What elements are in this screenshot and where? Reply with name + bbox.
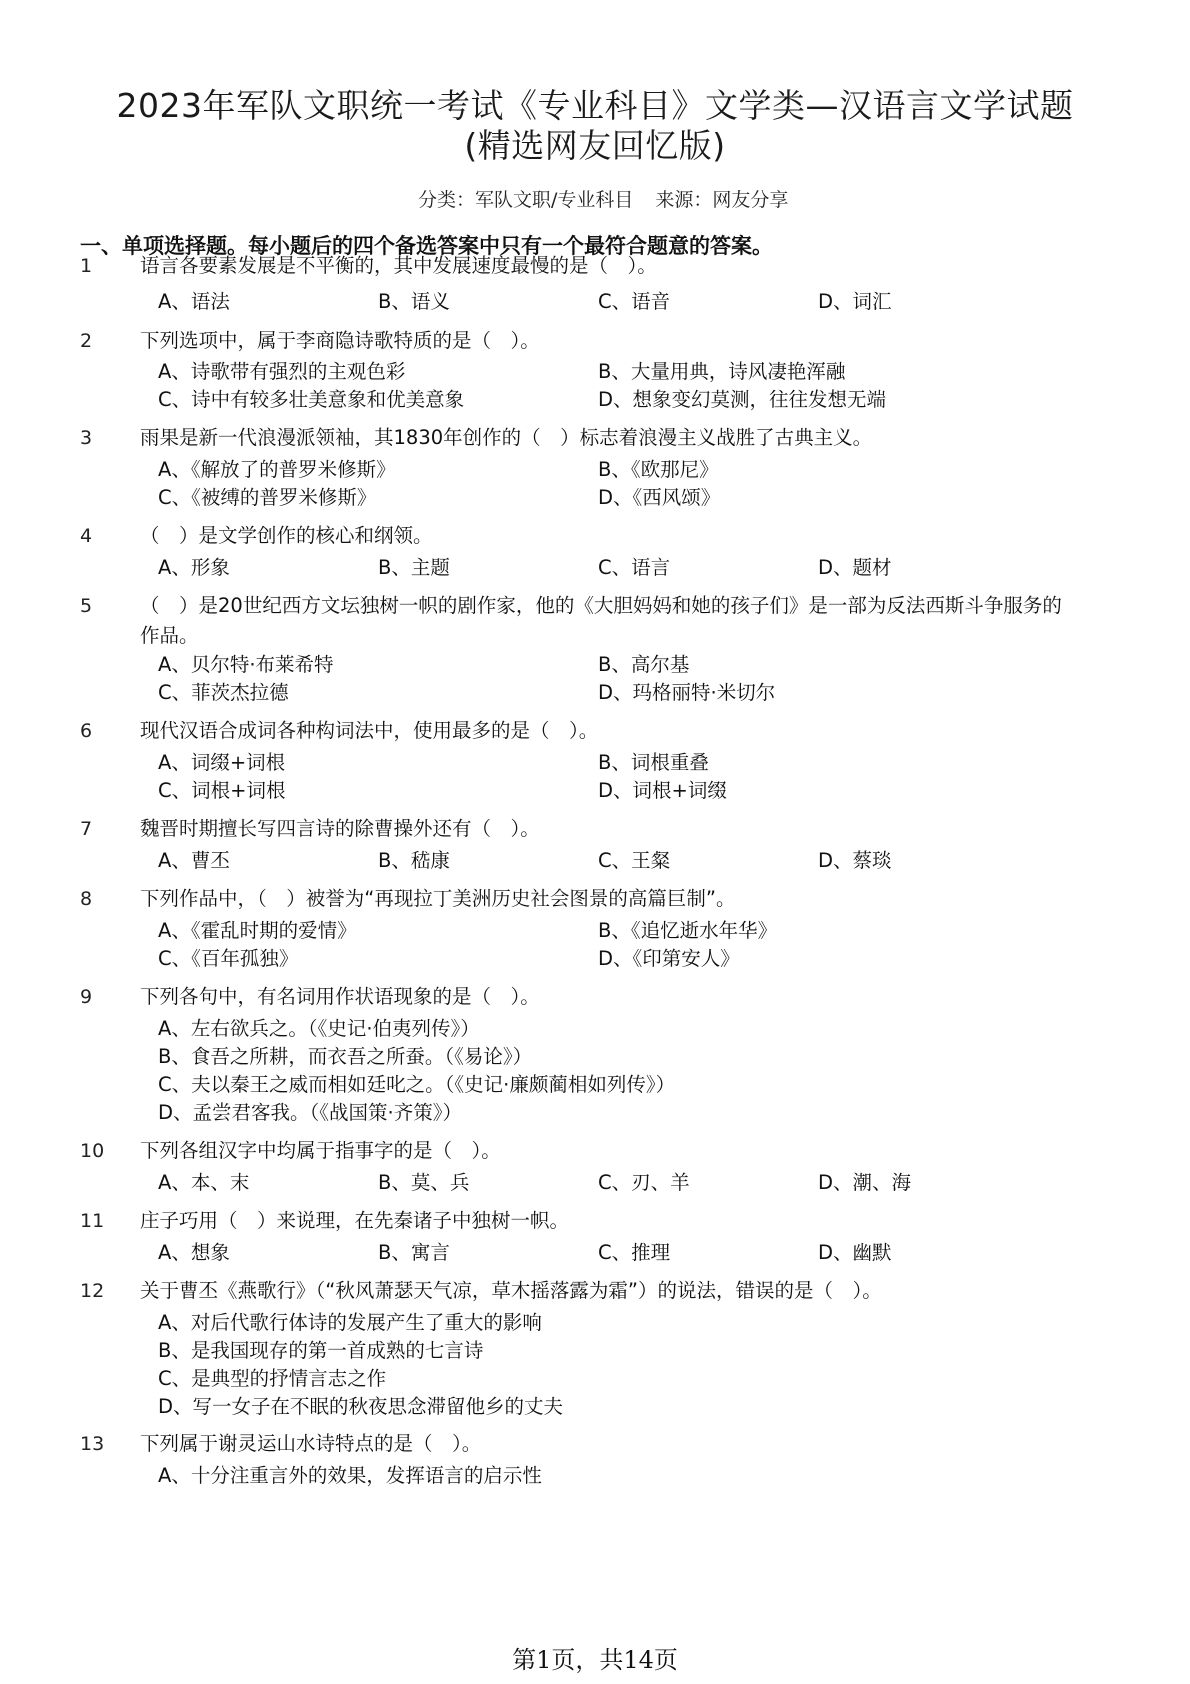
- category-label: 分类：军队文职/专业科目: [418, 189, 634, 211]
- source-label: 来源：网友分享: [655, 189, 789, 211]
- answer-option: B、大量用典，诗风凄艳浑融: [598, 360, 846, 383]
- answer-option: A、对后代歌行体诗的发展产生了重大的影响: [158, 1311, 542, 1334]
- answer-option: D、玛格丽特·米切尔: [598, 681, 776, 704]
- question-number: 12: [80, 1280, 105, 1302]
- answer-option: A、想象: [158, 1241, 230, 1264]
- page-subtitle: (精选网友回忆版): [464, 126, 726, 165]
- question-text: （ ）是20世纪西方文坛独树一帜的剧作家，他的《大胆妈妈和她的孩子们》是一部为反法西斯斗争服务的作品。: [140, 594, 1062, 647]
- question-text: 下列作品中，（ ）被誉为“再现拉丁美洲历史社会图景的高篇巨制”。: [140, 887, 736, 910]
- answer-option: D、写一女子在不眠的秋夜思念滞留他乡的丈夫: [158, 1395, 564, 1418]
- question-text: 庄子巧用（ ）来说理，在先秦诸子中独树一帜。: [140, 1209, 570, 1232]
- question-number: 7: [80, 818, 93, 840]
- question-text: 下列属于谢灵运山水诗特点的是（ ）。: [140, 1432, 482, 1455]
- answer-option: D、孟尝君客我。（《战国策·齐策》）: [158, 1101, 462, 1124]
- question-number: 4: [80, 525, 93, 547]
- answer-option: A、《霍乱时期的爱情》: [158, 919, 357, 942]
- answer-option: C、语言: [598, 556, 671, 579]
- answer-option: C、《百年孤独》: [158, 947, 299, 970]
- question-number: 9: [80, 986, 93, 1008]
- answer-option: B、《追忆逝水年华》: [598, 919, 778, 942]
- question-text: 雨果是新一代浪漫派领袖，其1830年创作的（ ）标志着浪漫主义战胜了古典主义。: [140, 426, 873, 449]
- answer-option: B、词根重叠: [598, 751, 709, 774]
- answer-option: C、推理: [598, 1241, 671, 1264]
- answer-option: C、菲茨杰拉德: [158, 681, 289, 704]
- question-number: 6: [80, 720, 93, 742]
- answer-option: B、嵇康: [378, 849, 450, 872]
- question-text: 现代汉语合成词各种构词法中，使用最多的是（ ）。: [140, 719, 599, 742]
- answer-option: D、题材: [818, 556, 892, 579]
- question-text: 下列选项中，属于李商隐诗歌特质的是（ ）。: [140, 329, 540, 352]
- page-footer: 第1页，共14页: [512, 1646, 678, 1674]
- answer-option: D、潮、海: [818, 1171, 912, 1194]
- answer-option: C、王粲: [598, 849, 671, 872]
- answer-option: D、蔡琰: [818, 849, 892, 872]
- question-number: 3: [80, 427, 93, 449]
- answer-option: C、诗中有较多壮美意象和优美意象: [158, 388, 465, 411]
- question-text: 语言各要素发展是不平衡的，其中发展速度最慢的是（ ）。: [140, 254, 657, 277]
- answer-option: B、寓言: [378, 1241, 450, 1264]
- answer-option: A、词缀+词根: [158, 751, 286, 774]
- answer-option: C、刃、羊: [598, 1171, 690, 1194]
- answer-option: D、词汇: [818, 290, 892, 313]
- question-text: （ ）是文学创作的核心和纲领。: [140, 524, 433, 547]
- answer-option: D、想象变幻莫测，往往发想无端: [598, 388, 887, 411]
- answer-option: B、高尔基: [598, 653, 690, 676]
- answer-option: C、夫以秦王之威而相如廷叱之。（《史记·廉颇蔺相如列传》）: [158, 1073, 676, 1096]
- question-text: 下列各句中，有名词用作状语现象的是（ ）。: [140, 985, 540, 1008]
- answer-option: D、词根+词缀: [598, 779, 727, 802]
- question-number: 8: [80, 888, 93, 910]
- answer-option: A、贝尔特·布莱希特: [158, 653, 334, 676]
- answer-option: A、诗歌带有强烈的主观色彩: [158, 360, 406, 383]
- question-number: 10: [80, 1140, 105, 1162]
- answer-option: A、语法: [158, 290, 230, 313]
- answer-option: C、《被缚的普罗米修斯》: [158, 486, 377, 509]
- answer-option: B、主题: [378, 556, 450, 579]
- answer-option: A、形象: [158, 556, 230, 579]
- answer-option: D、《西风颂》: [598, 486, 721, 509]
- answer-option: D、幽默: [818, 1241, 892, 1264]
- answer-option: B、《欧那尼》: [598, 458, 719, 481]
- question-text: 下列各组汉字中均属于指事字的是（ ）。: [140, 1139, 501, 1162]
- meta-line: [418, 185, 788, 212]
- section-heading: 一、单项选择题。每小题后的四个备选答案中只有一个最符合题意的答案。: [80, 234, 773, 258]
- answer-option: A、曹丕: [158, 849, 230, 872]
- answer-option: B、莫、兵: [378, 1171, 470, 1194]
- answer-option: B、是我国现存的第一首成熟的七言诗: [158, 1339, 484, 1362]
- question-number: 5: [80, 595, 93, 617]
- answer-option: D、《印第安人》: [598, 947, 740, 970]
- question-number: 11: [80, 1210, 105, 1232]
- question-text: 魏晋时期擅长写四言诗的除曹操外还有（ ）。: [140, 817, 540, 840]
- question-number: 13: [80, 1433, 105, 1455]
- answer-option: C、是典型的抒情言志之作: [158, 1367, 387, 1390]
- answer-option: B、语义: [378, 290, 450, 313]
- answer-option: A、十分注重言外的效果，发挥语言的启示性: [158, 1464, 542, 1487]
- answer-option: A、左右欲兵之。（《史记·伯夷列传》）: [158, 1017, 480, 1040]
- question-number: 1: [80, 255, 93, 277]
- question-text: 关于曹丕《燕歌行》（“秋风萧瑟天气凉，草木摇落露为霜”）的说法，错误的是（ ）。: [140, 1279, 882, 1302]
- answer-option: B、食吾之所耕，而衣吾之所蚕。（《易论》）: [158, 1045, 533, 1068]
- question-number: 2: [80, 330, 93, 352]
- answer-option: A、《解放了的普罗米修斯》: [158, 458, 396, 481]
- answer-option: C、词根+词根: [158, 779, 286, 802]
- answer-option: C、语音: [598, 290, 671, 313]
- answer-option: A、本、末: [158, 1171, 250, 1194]
- page-title: 2023年军队文职统一考试《专业科目》文学类—汉语言文学试题: [116, 86, 1074, 125]
